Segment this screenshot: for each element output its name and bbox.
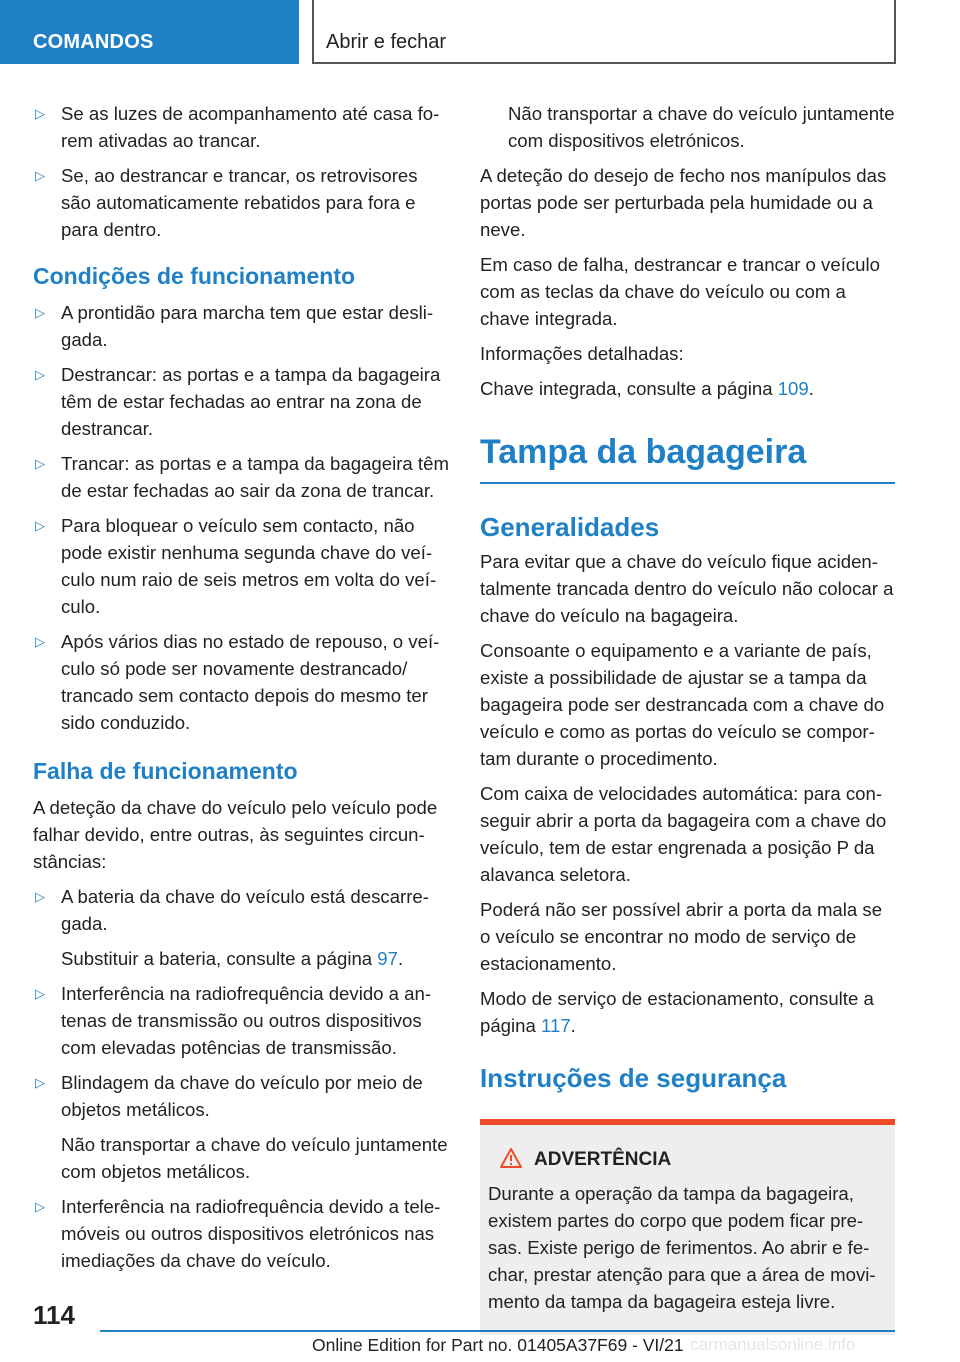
list-item-note: Não transportar a chave do veículo juntamente com dispositivos eletrónicos. — [508, 103, 895, 151]
list-item: ▷ A bateria da chave do veículo está descarregada. — [33, 883, 449, 937]
list-item: ▷ Destrancar: as portas e a tampa da bagageira têm de estar fechadas ao entrar na zona de destrancar. — [33, 361, 449, 442]
paragraph: Em caso de falha, destrancar e trancar o veículo com as teclas da chave do veículo ou com a chave integrada. — [480, 254, 880, 329]
footer-edition: Online Edition for Part no. 01405A37F69 - VI/21 — [312, 1335, 684, 1355]
bullet-triangle-icon: ▷ — [35, 367, 45, 382]
list-item-note: Substituir a bateria, consulte a página 97. — [61, 948, 404, 969]
bullet-triangle-icon: ▷ — [35, 305, 45, 320]
list-item: ▷ Se, ao destrancar e trancar, os retrovisores são automaticamente rebatidos para fora e para dentro. — [33, 162, 449, 243]
list-item: ▷ Trancar: as portas e a tampa da bagageira têm de estar fechadas ao sair da zona de trancar. — [33, 450, 449, 504]
paragraph: Para evitar que a chave do veículo fique acidentalmente trancada dentro do veículo não colocar a chave do veículo na bagageira. — [480, 551, 894, 626]
heading-generalidades: Generalidades — [480, 512, 660, 542]
warning-box — [480, 1119, 895, 1335]
page-link-97[interactable]: 97 — [377, 948, 398, 969]
paragraph: Chave integrada, consulte a página 109. — [480, 378, 814, 399]
list-item: ▷ Para bloquear o veículo sem contacto, não pode existir nenhuma segunda chave do veículo num raio de seis metros em volta do veículo. — [33, 512, 449, 620]
list-item: ▷ Interferência na radiofrequência devido a antenas de transmissão ou outros dispositivos com elevadas potências de transmissão. — [33, 980, 449, 1061]
section-tab: COMANDOS — [0, 0, 299, 64]
left-column — [33, 100, 449, 1282]
paragraph: A deteção do desejo de fecho nos manípulos das portas pode ser perturbada pela humidade ou a neve. — [480, 165, 887, 240]
paragraph: Poderá não ser possível abrir a porta da mala se o veículo se encontrar no modo de serviço de estacionamento. — [480, 899, 883, 974]
warning-text: Durante a operação da tampa da bagageira, existem partes do corpo que podem ficar presas. Existe perigo de ferimentos. Ao abrir e fechar, prestar atenção para que a área de movimento da tampa da bagageira esteja livre. — [488, 1183, 876, 1312]
chapter-title: Abrir e fechar — [312, 0, 896, 64]
bullet-triangle-icon: ▷ — [35, 106, 45, 121]
list-item: ▷ A prontidão para marcha tem que estar desligada. — [33, 299, 449, 353]
warning-title: ADVERTÊNCIA — [488, 1147, 887, 1176]
footer-divider — [100, 1330, 895, 1332]
list-item: ▷ Se as luzes de acompanhamento até casa forem ativadas ao trancar. — [33, 100, 449, 154]
heading-safety: Instruções de segurança — [480, 1063, 787, 1093]
list-item: ▷ Blindagem da chave do veículo por meio de objetos metálicos. — [33, 1069, 449, 1123]
heading-conditions: Condições de funcionamento — [33, 263, 356, 289]
paragraph: Informações detalhadas: — [480, 343, 684, 364]
watermark: carmanualsonline.info — [690, 1335, 856, 1354]
bullet-triangle-icon: ▷ — [35, 1075, 45, 1090]
heading-tampa: Tampa da bagageira — [480, 430, 895, 484]
right-column — [480, 100, 895, 1335]
bullet-triangle-icon: ▷ — [35, 634, 45, 649]
failure-intro: A deteção da chave do veículo pelo veículo pode falhar devido, entre outras, às seguintes circunstâncias: — [33, 797, 438, 872]
page-link-117[interactable]: 117 — [541, 1015, 571, 1036]
list-item: ▷ Após vários dias no estado de repouso, o veículo só pode ser novamente destrancado/​trancado sem contacto depois do mesmo ter sido conduzido. — [33, 628, 449, 736]
paragraph: Com caixa de velocidades automática: para conseguir abrir a porta da bagageira com a chave do veículo, tem de estar engrenada a posição P da alavanca seletora. — [480, 783, 887, 885]
heading-failure: Falha de funcionamento — [33, 758, 298, 784]
bullet-triangle-icon: ▷ — [35, 1199, 45, 1214]
bullet-triangle-icon: ▷ — [35, 168, 45, 183]
paragraph: Consoante o equipamento e a variante de país, existe a possibilidade de ajustar se a tampa da bagageira pode ser destrancada com a chave do veículo e como as portas do veículo se comportam durante o procedimento. — [480, 640, 885, 769]
list-item-note: Não transportar a chave do veículo juntamente com objetos metálicos. — [61, 1134, 448, 1182]
bullet-triangle-icon: ▷ — [35, 518, 45, 533]
page-number: 114 — [33, 1300, 75, 1330]
bullet-triangle-icon: ▷ — [35, 456, 45, 471]
list-item: ▷ Interferência na radiofrequência devido a telemóveis ou outros dispositivos eletrónicos nas imediações da chave do veículo. — [33, 1193, 449, 1274]
warning-triangle-icon — [500, 1148, 522, 1176]
bullet-triangle-icon: ▷ — [35, 986, 45, 1001]
page-link-109[interactable]: 109 — [777, 378, 809, 399]
bullet-triangle-icon: ▷ — [35, 889, 45, 904]
paragraph: Modo de serviço de estacionamento, consulte a página 117. — [480, 988, 874, 1036]
